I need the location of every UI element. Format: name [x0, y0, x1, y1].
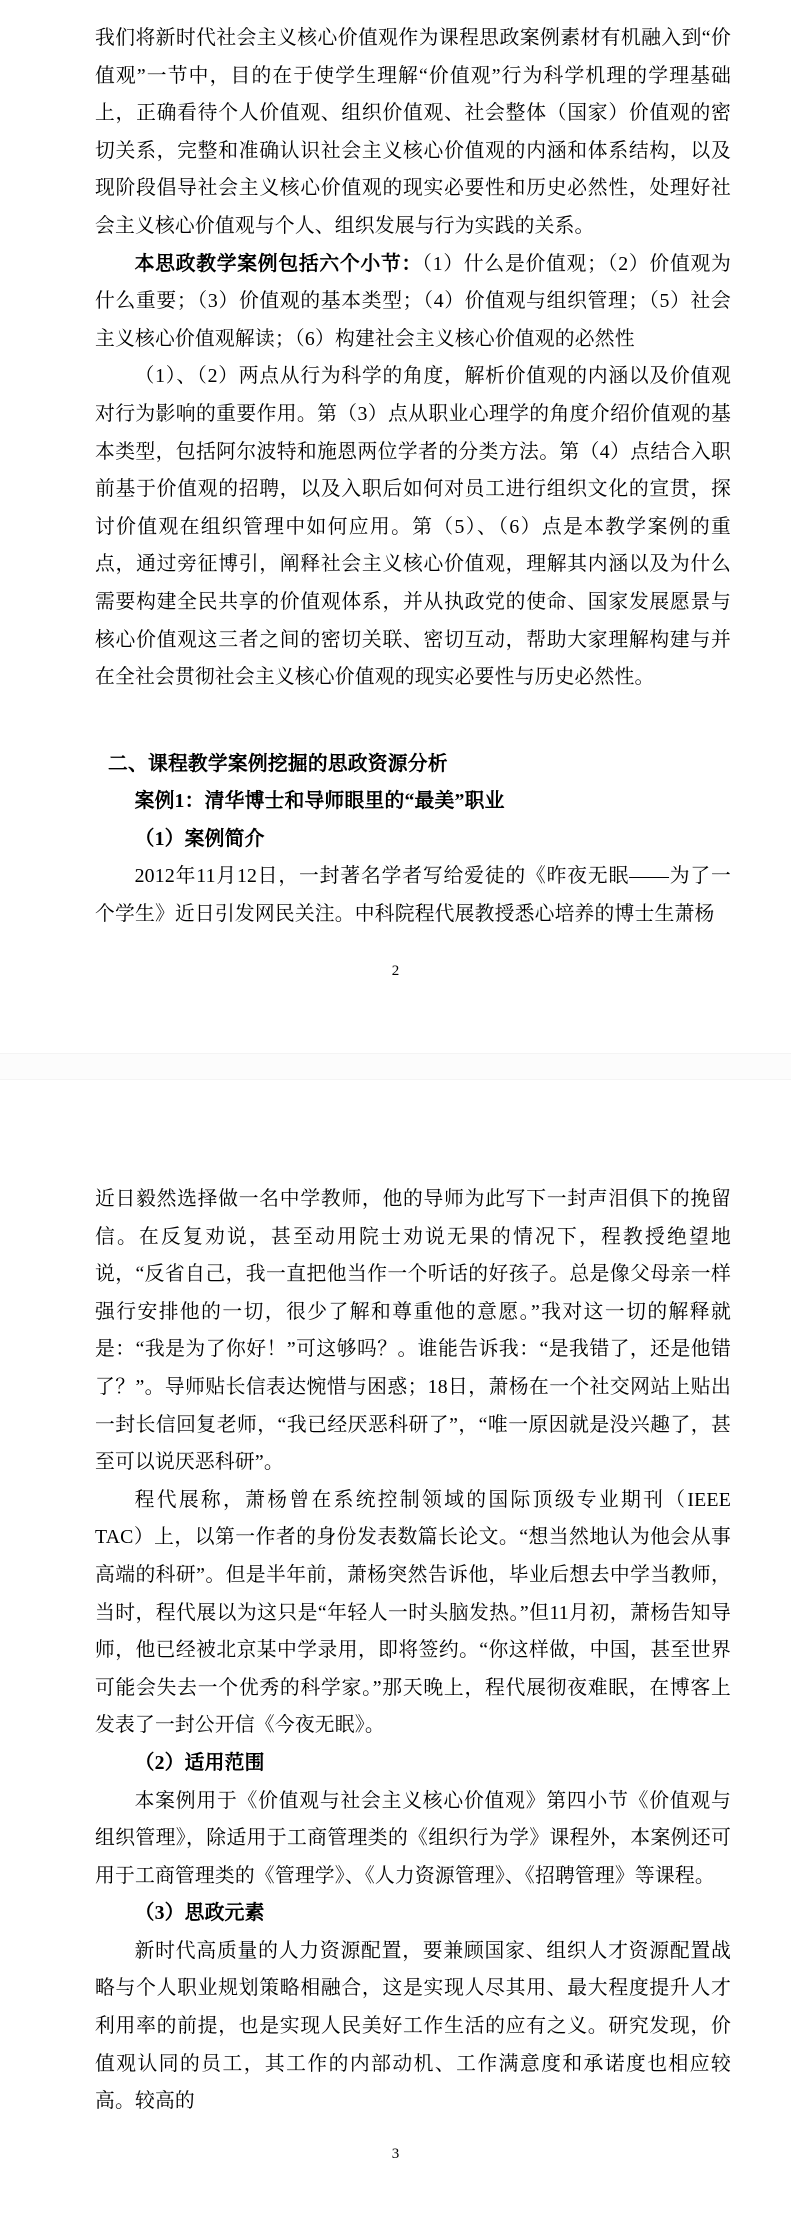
bold-text-run: 二、课程教学案例挖掘的思政资源分析 [108, 752, 448, 775]
sub-heading [95, 1745, 731, 1783]
text-run: 我们将新时代社会主义核心价值观作为课程思政案例素材有机融入到“价值观”一节中，目的在于使学生理解“价值观”行为科学机理的学理基础上，正确看待个人价值观、组织价值观、社会整体（国家）价值观的密切关系，完整和准确认识社会主义核心价值观的内涵和体系结构，以及现阶段倡导社会主义核心价值观的现实必要性和历史必然性，处理好社会主义核心价值观与个人、组织发展与行为实践的关系。 [95, 27, 731, 237]
document-page-2 [0, 0, 791, 1053]
page-break-divider [0, 1053, 791, 1080]
bold-text-run: （1）案例简介 [134, 827, 265, 850]
body-paragraph [95, 358, 731, 696]
document-page-3 [0, 1080, 791, 2231]
text-run: 程代展称，萧杨曾在系统控制领域的国际顶级专业期刊（IEEE TAC）上，以第一作者的身份发表数篇长论文。“想当然地认为他会从事高端的科研”。但是半年前，萧杨突然告诉他，毕业后想去中学当教师，当时，程代展以为这只是“年轻人一时头脑发热。”但11月初，萧杨告知导师，他已经被北京某中学录用，即将签约。“你这样做，中国，甚至世界可能会失去一个优秀的科学家。”那天晚上，程代展彻夜难眠，在博客上发表了一封公开信《今夜无眠》。 [95, 1488, 731, 1737]
body-paragraph [95, 1783, 731, 1896]
bold-text-run: （2）适用范围 [134, 1751, 265, 1774]
page-number: 2 [391, 962, 400, 979]
sub-heading [95, 821, 731, 859]
body-paragraph [95, 1482, 731, 1745]
text-run: （1）、（2）两点从行为科学的角度，解析价值观的内涵以及价值观对行为影响的重要作用。第（3）点从职业心理学的角度介绍价值观的基本类型，包括阿尔波特和施恩两位学者的分类方法。第（4）点结合入职前基于价值观的招聘，以及入职后如何对员工进行组织文化的宣贯，探讨价值观在组织管理中如何应用。第（5）、（6）点是本教学案例的重点，通过旁征博引，阐释社会主义核心价值观，理解其内涵以及为什么需要构建全民共享的价值观体系，并从执政党的使命、国家发展愿景与核心价值观这三者之间的密切关联、密切互动，帮助大家理解构建与并在全社会贯彻社会主义核心价值观的现实必要性与历史必然性。 [95, 365, 731, 689]
section-heading [95, 746, 731, 784]
body-paragraph [95, 1181, 731, 1482]
bold-text-run: （3）思政元素 [134, 1902, 265, 1925]
page-number: 3 [391, 2145, 400, 2162]
case-heading [95, 783, 731, 821]
text-run: 本案例用于《价值观与社会主义核心价值观》第四小节《价值观与组织管理》，除适用于工商管理类的《组织行为学》课程外，本案例还可用于工商管理类的《管理学》、《人力资源管理》、《招聘管理》等课程。 [95, 1789, 731, 1887]
text-run: 近日毅然选择做一名中学教师，他的导师为此写下一封声泪俱下的挽留信。在反复劝说，甚至动用院士劝说无果的情况下，程教授绝望地说，“反省自己，我一直把他当作一个听话的好孩子。总是像父母亲一样强行安排他的一切，很少了解和尊重他的意愿。”我对这一切的解释就是：“我是为了你好！”可这够吗？。谁能告诉我：“是我错了，还是他错了？”。导师贴长信表达惋惜与困惑；18日，萧杨在一个社交网站上贴出一封长信回复老师，“我已经厌恶科研了”，“唯一原因就是没兴趣了，甚至可以说厌恶科研”。 [95, 1188, 731, 1474]
page-body [0, 1080, 791, 2121]
text-run: 2012年11月12日，一封著名学者写给爱徒的《昨夜无眠——为了一个学生》近日引发网民关注。中科院程代展教授悉心培养的博士生萧杨 [95, 865, 731, 926]
body-paragraph [95, 246, 731, 359]
body-paragraph [95, 20, 731, 246]
text-run: 新时代高质量的人力资源配置，要兼顾国家、组织人才资源配置战略与个人职业规划策略相融合，这是实现人尽其用、最大程度提升人才利用率的前提，也是实现人民美好工作生活的应有之义。研究发现，价值观认同的员工，其工作的内部动机、工作满意度和承诺度也相应较高。较高的 [95, 1939, 731, 2113]
body-paragraph [95, 858, 731, 933]
body-paragraph [95, 1933, 731, 2121]
page-body [0, 0, 791, 934]
sub-heading [95, 1895, 731, 1933]
bold-text-run: 本思政教学案例包括六个小节： [134, 252, 423, 275]
bold-text-run: 案例1：清华博士和导师眼里的“最美”职业 [134, 790, 505, 813]
text-run: （1）什么是价值观；（2）价值观为什么重要；（3）价值观的基本类型；（4）价值观与组织管理；（5）社会主义核心价值观解读；（6）构建社会主义核心价值观的必然性 [95, 252, 731, 350]
